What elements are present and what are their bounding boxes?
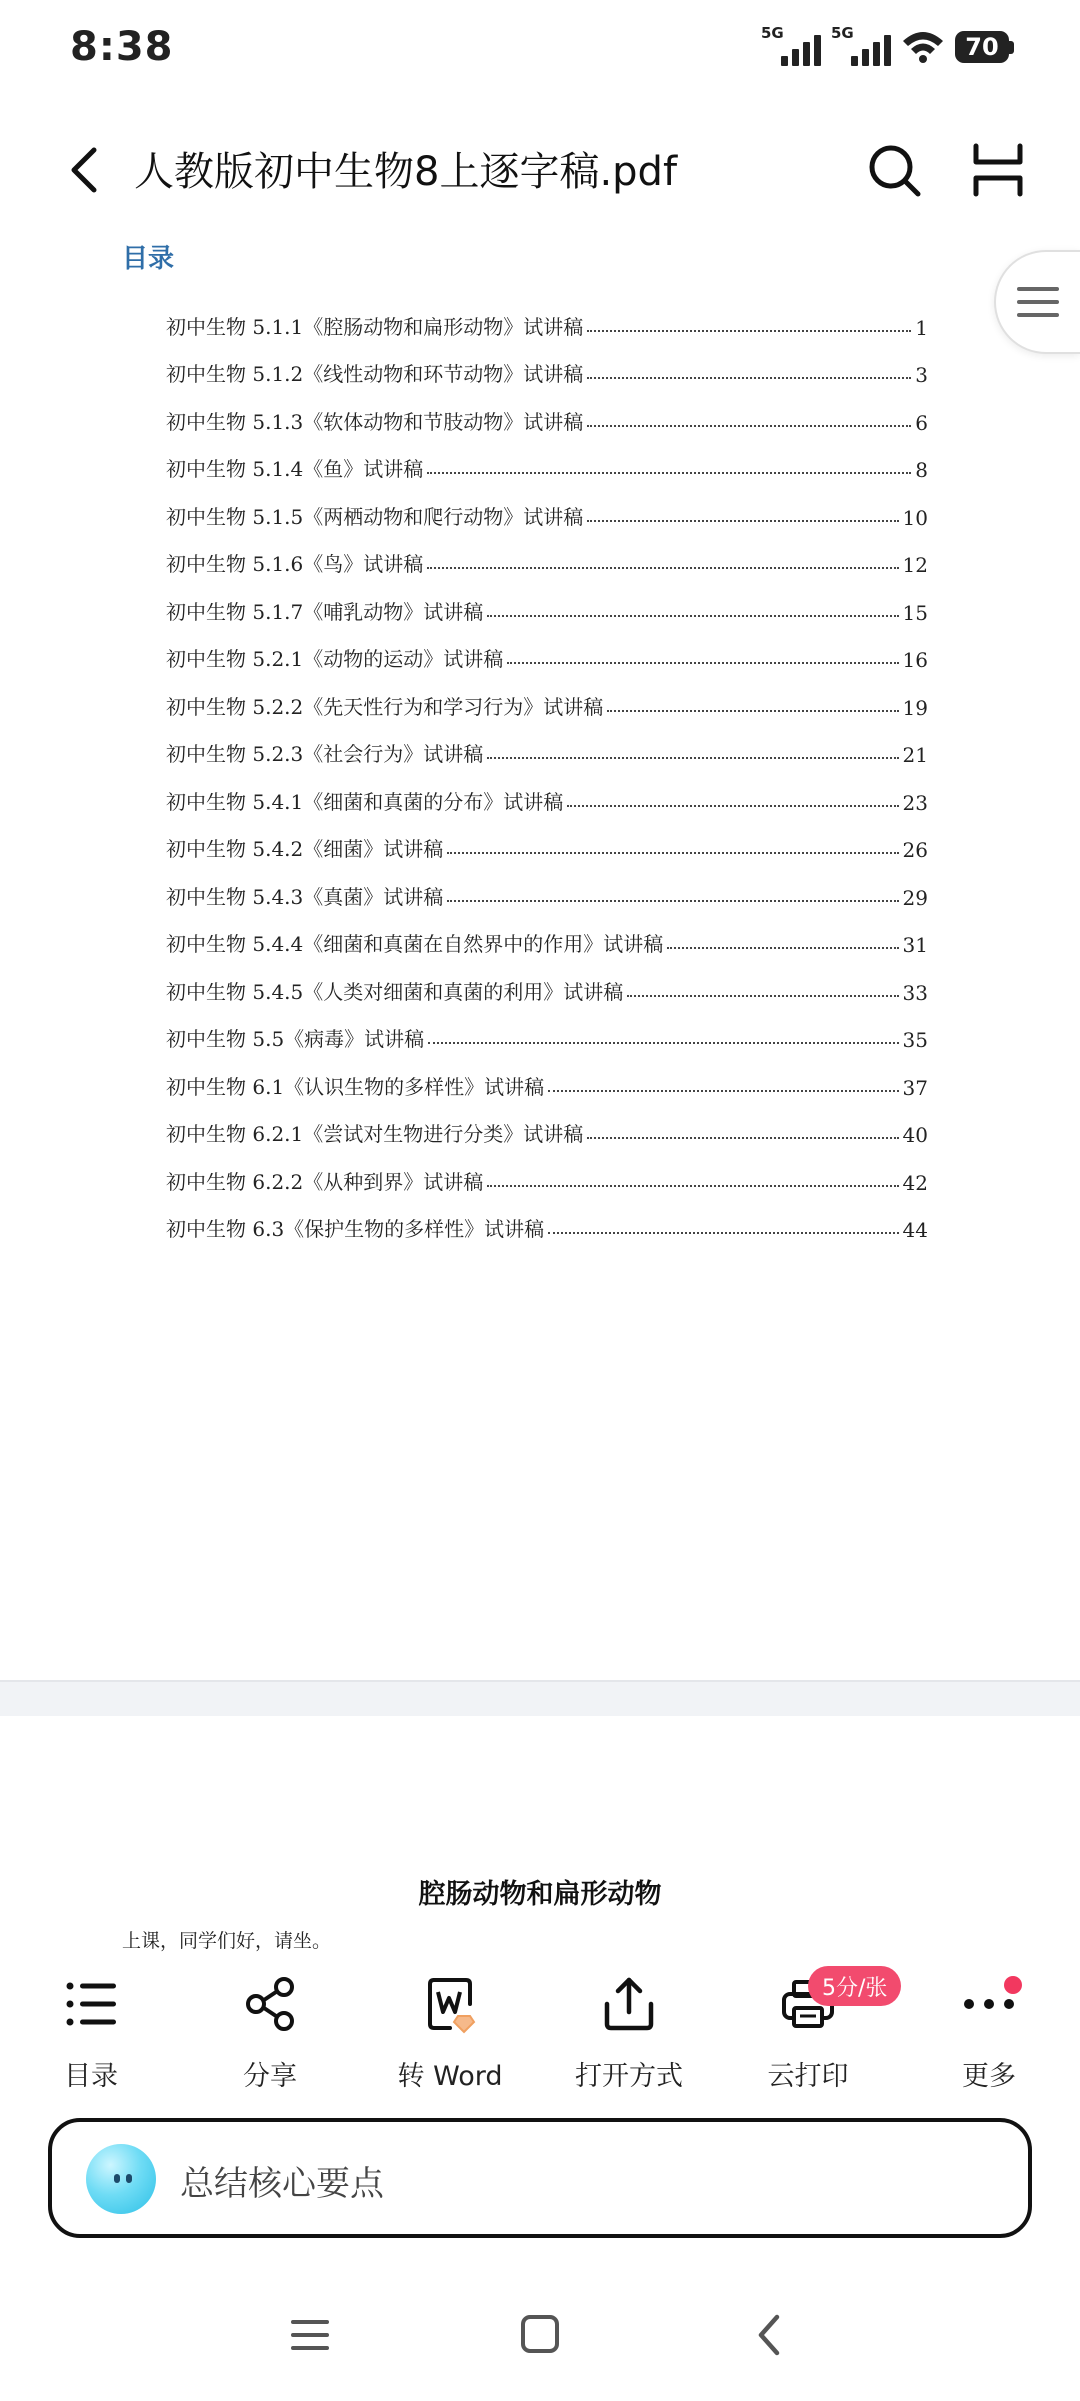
toc-entry[interactable]: [166, 957, 928, 1005]
toc-entry-page: 23: [902, 790, 928, 815]
toolbar-label: 打开方式: [575, 2061, 683, 2092]
wifi-icon: [901, 29, 945, 65]
toolbar-label: 更多: [962, 2061, 1016, 2092]
toc-entry-page: 26: [902, 838, 928, 862]
toc-entry-page: 1: [915, 315, 928, 340]
toc-entry-page: 31: [902, 933, 928, 957]
status-icons: [761, 24, 1014, 66]
toc-leader-dots: [507, 662, 898, 664]
status-time: 8:38: [70, 24, 174, 70]
status-bar: [0, 0, 1080, 100]
toc-entry-page: 16: [902, 648, 928, 672]
toolbar-label: 云打印: [767, 2061, 849, 2092]
toc-entry[interactable]: [166, 1147, 928, 1195]
pdf-page[interactable]: [0, 220, 1080, 1680]
recent-apps-icon[interactable]: [275, 2300, 345, 2370]
print-price-badge: 5分/张: [808, 1966, 901, 2006]
toc-entry-title: 初中生物 5.1.6《鸟》试讲稿: [166, 552, 424, 576]
hamburger-icon: [1015, 282, 1061, 322]
system-nav-bar: [0, 2290, 1080, 2380]
toolbar-label: 转 Word: [397, 2061, 503, 2092]
word-icon: [420, 1974, 480, 2034]
title-bar: [0, 120, 1080, 220]
toolbar-label: 分享: [243, 2061, 297, 2092]
ai-prompt-label: 总结核心要点: [180, 2164, 384, 2204]
ai-summary-prompt[interactable]: [48, 2118, 1032, 2238]
toc-leader-dots: [487, 1185, 898, 1187]
toc-leader-dots: [567, 805, 898, 807]
document-title: 人教版初中生物8上逐字稿.pdf: [134, 149, 678, 195]
signal-5g-icon: [761, 24, 821, 66]
toc-entry-page: 40: [902, 1123, 928, 1147]
page-divider: [0, 1680, 1080, 1716]
page2-text: 上课，同学们好，请坐。: [122, 1930, 332, 1952]
toc-entry-page: 44: [902, 1218, 928, 1242]
toc-entry[interactable]: [166, 672, 928, 720]
toc-entry-page: 8: [915, 458, 928, 482]
toc-entry-page: 29: [902, 885, 928, 910]
share-icon: [240, 1974, 300, 2034]
toc-entry-page: 3: [915, 363, 928, 387]
toc-entry[interactable]: [166, 1005, 928, 1053]
page2-title: 腔肠动物和扁形动物: [418, 1879, 662, 1910]
toc-entry[interactable]: [166, 862, 928, 910]
toc-entry-title: 初中生物 5.1.5《两栖动物和爬行动物》试讲稿: [166, 504, 584, 529]
toc-entry-page: 42: [902, 1170, 928, 1195]
toc-entry[interactable]: [166, 482, 928, 530]
toc-entry[interactable]: [166, 767, 928, 815]
toc-entry[interactable]: [166, 1100, 928, 1148]
toc-leader-dots: [487, 757, 898, 759]
toc-leader-dots: [667, 947, 898, 949]
toc-entry-page: 15: [902, 600, 928, 625]
toc-leader-dots: [447, 900, 898, 902]
toc-leader-dots: [428, 1042, 898, 1044]
toc-entry-title: 初中生物 5.1.7《哺乳动物》试讲稿: [166, 599, 484, 624]
toc-leader-dots: [587, 520, 898, 522]
signal-label: 5G: [761, 24, 784, 42]
toolbar-label: 目录: [64, 2061, 118, 2092]
search-icon[interactable]: [862, 138, 926, 202]
toc-entry-title: 初中生物 5.2.1《动物的运动》试讲稿: [166, 647, 504, 671]
toc-leader-dots: [548, 1232, 898, 1234]
toolbar-more-button[interactable]: [914, 1960, 1064, 2096]
fullscreen-icon[interactable]: [966, 138, 1030, 202]
toc-entry[interactable]: [166, 1195, 928, 1243]
back-arrow-icon[interactable]: [56, 138, 120, 202]
toc-entry-title: 初中生物 5.4.5《人类对细菌和真菌的利用》试讲稿: [166, 979, 624, 1004]
toc-entry-title: 初中生物 5.4.2《细菌》试讲稿: [166, 837, 444, 861]
toc-leader-dots: [427, 567, 898, 569]
toc-entry-title: 初中生物 5.2.3《社会行为》试讲稿: [166, 742, 484, 766]
home-icon[interactable]: [505, 2300, 575, 2370]
toc-entry-title: 初中生物 5.1.2《线性动物和环节动物》试讲稿: [166, 362, 584, 386]
toc-entry-page: 6: [915, 410, 928, 435]
toc-entry[interactable]: [166, 625, 928, 673]
toc-entry-title: 初中生物 6.3《保护生物的多样性》试讲稿: [166, 1217, 545, 1241]
toc-leader-dots: [447, 852, 898, 854]
upload-icon: [599, 1974, 659, 2034]
toc-entry-page: 10: [902, 505, 928, 530]
ai-assistant-avatar-icon: [86, 2144, 156, 2214]
toc-entry[interactable]: [166, 530, 928, 578]
toc-leader-dots: [587, 330, 911, 332]
toc-entry-title: 初中生物 5.4.1《细菌和真菌的分布》试讲稿: [166, 789, 564, 814]
toc-entry-title: 初中生物 5.1.3《软体动物和节肢动物》试讲稿: [166, 409, 584, 434]
bottom-toolbar: [0, 1960, 1080, 2096]
toc-leader-dots: [587, 1137, 898, 1139]
toc-leader-dots: [548, 1090, 898, 1092]
toolbar-toc-button[interactable]: [16, 1960, 166, 2096]
toc-entry-page: 35: [902, 1028, 928, 1052]
toc-entry[interactable]: [166, 720, 928, 768]
toc-entry-title: 初中生物 5.4.3《真菌》试讲稿: [166, 884, 444, 909]
toc-entry[interactable]: [166, 1052, 928, 1100]
toc-leader-dots: [487, 615, 898, 617]
toolbar-to-word-button[interactable]: [375, 1960, 525, 2096]
back-icon[interactable]: [735, 2300, 805, 2370]
toc-entry-title: 初中生物 5.5《病毒》试讲稿: [166, 1027, 425, 1051]
list-icon: [61, 1974, 121, 2034]
toc-entry[interactable]: [166, 815, 928, 863]
toolbar-share-button[interactable]: [195, 1960, 345, 2096]
toolbar-open-with-button[interactable]: [554, 1960, 704, 2096]
toc-entry-title: 初中生物 6.2.2《从种到界》试讲稿: [166, 1169, 484, 1194]
toc-entry-page: 37: [902, 1075, 928, 1100]
toc-list: [166, 292, 928, 1242]
toc-leader-dots: [607, 710, 898, 712]
toc-entry[interactable]: [166, 387, 928, 435]
toc-heading: 目录: [122, 244, 175, 274]
battery-icon: [955, 31, 1014, 63]
signal-5g-icon: [831, 24, 891, 66]
toc-entry-page: 12: [902, 553, 928, 577]
toc-entry[interactable]: [166, 435, 928, 483]
toc-entry-title: 初中生物 5.1.1《腔肠动物和扁形动物》试讲稿: [166, 314, 584, 339]
toc-entry-title: 初中生物 6.2.1《尝试对生物进行分类》试讲稿: [166, 1122, 584, 1146]
toc-leader-dots: [587, 377, 911, 379]
toc-entry[interactable]: [166, 340, 928, 388]
toc-entry-title: 初中生物 5.1.4《鱼》试讲稿: [166, 457, 424, 481]
toc-entry-title: 初中生物 6.1《认识生物的多样性》试讲稿: [166, 1074, 545, 1099]
toc-entry-page: 21: [902, 743, 928, 767]
signal-label: 5G: [831, 24, 854, 42]
toc-entry-page: 19: [902, 695, 928, 720]
toc-entry-page: 33: [902, 980, 928, 1005]
toc-entry-title: 初中生物 5.4.4《细菌和真菌在自然界中的作用》试讲稿: [166, 932, 664, 956]
toc-entry-title: 初中生物 5.2.2《先天性行为和学习行为》试讲稿: [166, 694, 604, 719]
toc-entry[interactable]: [166, 910, 928, 958]
battery-level: 70: [955, 31, 1009, 63]
toc-leader-dots: [587, 425, 911, 427]
toc-leader-dots: [427, 472, 911, 474]
toc-leader-dots: [627, 995, 898, 997]
notification-dot: [1004, 1976, 1022, 1994]
toc-entry[interactable]: [166, 292, 928, 340]
toc-entry[interactable]: [166, 577, 928, 625]
